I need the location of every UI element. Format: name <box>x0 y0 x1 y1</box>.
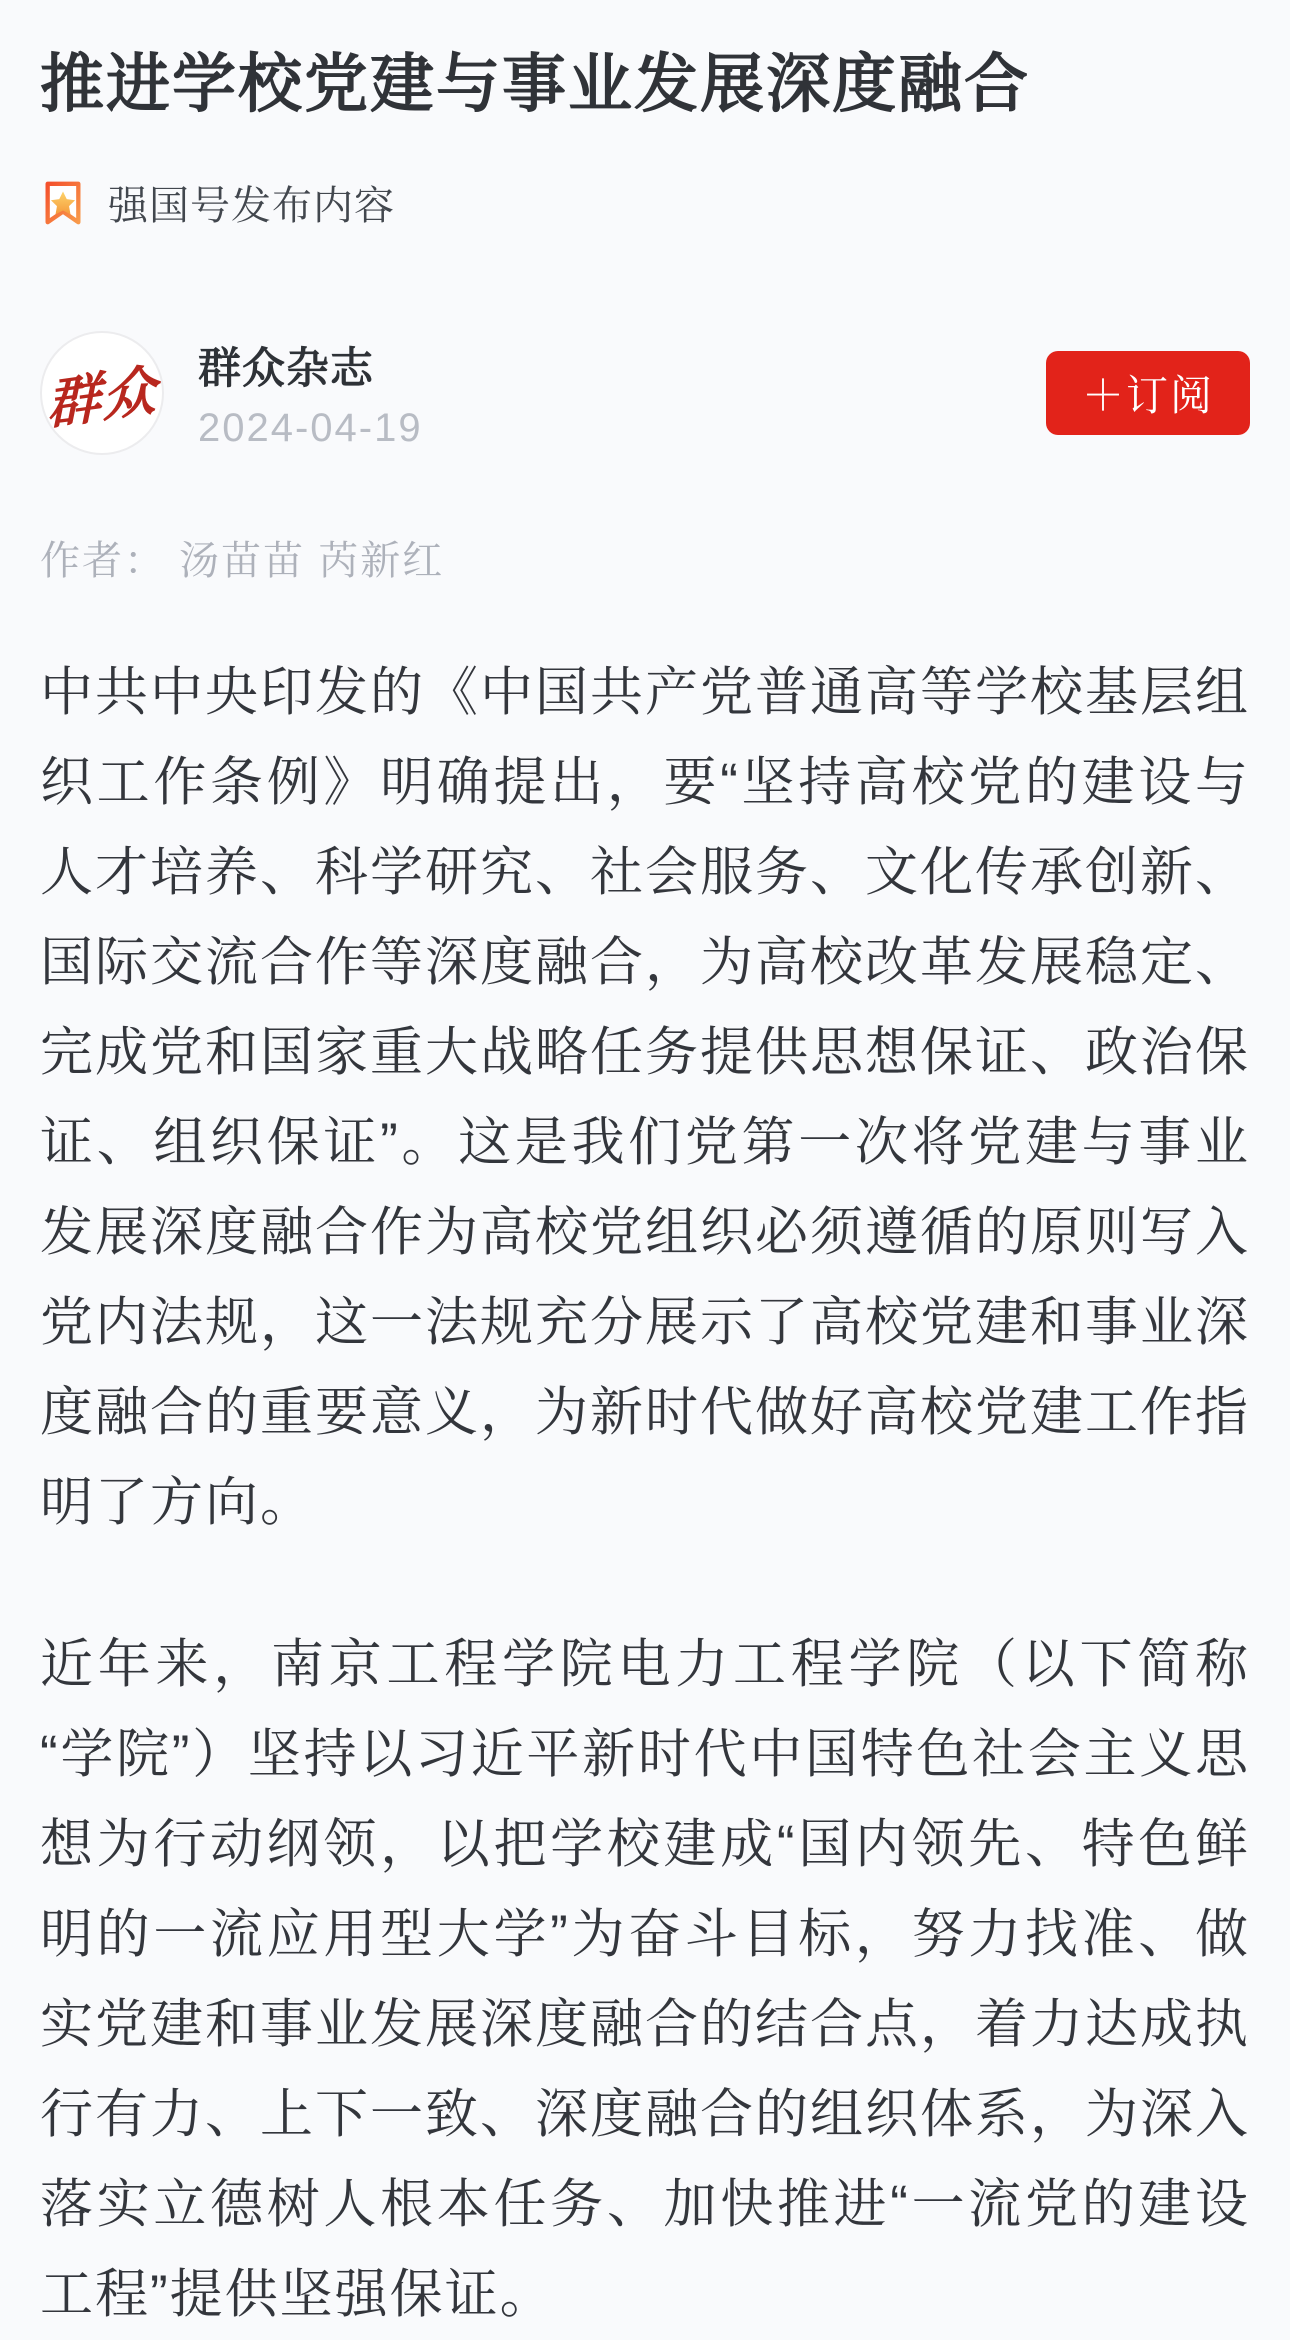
publisher-name[interactable]: 群众杂志 <box>198 345 374 394</box>
subscribe-button[interactable]: ＋订阅 <box>1046 351 1250 435</box>
bookmark-star-icon <box>40 180 86 226</box>
author-line: 作者： 汤苗苗 芮新红 <box>40 539 445 584</box>
article-paragraph: 中共中央印发的《中国共产党普通高等学校基层组织工作条例》明确提出，要“坚持高校党的建设与人才培养、科学研究、社会服务、文化传承创新、国际交流合作等深度融合，为高校改革发展稳定、完成党和国家重大战略任务提供思想保证、政治保证、组织保证”。这是我们党第一次将党建与事业发展深度融合作为高校党组织必须遵循的原则写入党内法规，这一法规充分展示了高校党建和事业深度融合的重要意义，为新时代做好高校党建工作指明了方向。 <box>40 663 1250 1533</box>
badge-label: 强国号发布内容 <box>108 184 395 229</box>
publisher-row <box>40 331 1250 455</box>
publisher-logo-calligraphy: 群众 <box>45 360 159 436</box>
publisher-meta <box>198 335 423 451</box>
article-body <box>40 648 1250 2340</box>
qiangguo-badge <box>40 174 1250 231</box>
publish-date: 2024-04-19 <box>198 406 423 451</box>
publisher-avatar[interactable] <box>40 331 164 455</box>
page-title: 推进学校党建与事业发展深度融合 <box>40 48 1030 120</box>
article-paragraph: 近年来，南京工程学院电力工程学院（以下简称“学院”）坚持以习近平新时代中国特色社会主义思想为行动纲领，以把学校建成“国内领先、特色鲜明的一流应用型大学”为奋斗目标，努力找准、做实党建和事业发展深度融合的结合点，着力达成执行有力、上下一致、深度融合的组织体系，为深入落实立德树人根本任务、加快推进“一流党的建设工程”提供坚强保证。 <box>40 1635 1250 2325</box>
publisher-info[interactable] <box>40 331 423 455</box>
